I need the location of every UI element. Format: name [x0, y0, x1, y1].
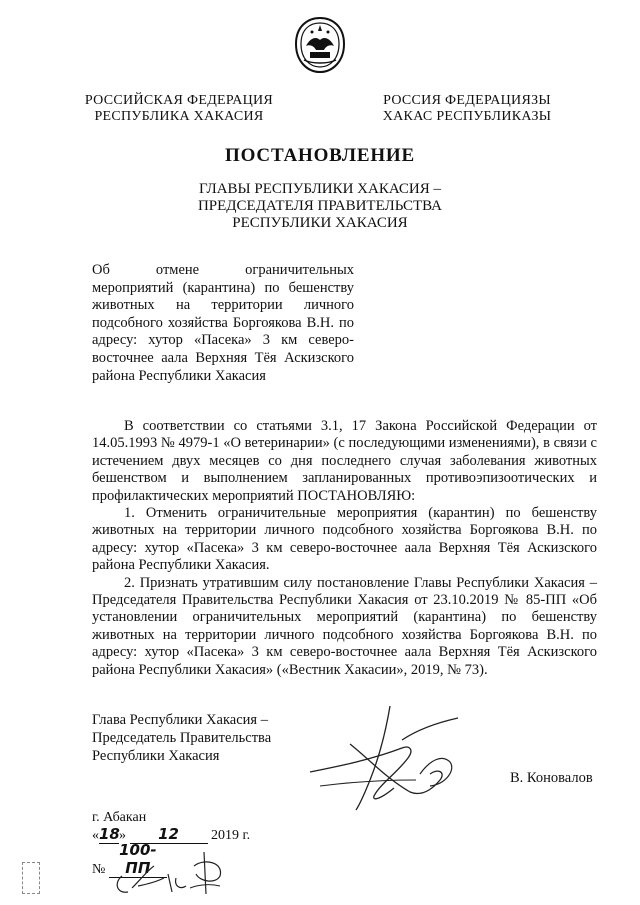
signatory-line1: Глава Республики Хакасия – — [92, 712, 268, 728]
signatory-line3: Республики Хакасия — [92, 748, 220, 764]
body-paragraph-1: В соответствии со статьями 3.1, 17 Закона Российской Федерации от 14.05.1993 № 4979-1 «О ветеринарии» (с последующими изменениями), в связи с истечением двух месяцев со дня последнего случая заболевания животных бешенством и выполнением запланированных противоэпизоотических и профилактических мероприятий ПОСТАНОВЛЯЮ: — [92, 418, 597, 504]
document-subtitle — [150, 181, 490, 232]
body-paragraph-3: 2. Признать утратившим силу постановление Главы Республики Хакасия – Председателя Правительства Республики Хакасия от 23.10.2019 № 85-ПП «Об установлении ограничительных мероприятий (карантина) по бешенству животных на территории личного подсобного хозяйства Боргоякова В.Н. по адресу: хутор «Пасека» 3 км северо-восточнее аала Верхняя Тёя Аскизского района Республики Хакасия» («Вестник Хакасии», 2019, № 73). — [92, 574, 597, 678]
subtitle-line2: ПРЕДСЕДАТЕЛЯ ПРАВИТЕЛЬСТВА — [197, 198, 443, 214]
handwritten-signature — [290, 700, 490, 820]
document-body — [92, 418, 597, 679]
header-left-line2: РЕСПУБЛИКА ХАКАСИЯ — [94, 109, 264, 124]
document-title: ПОСТАНОВЛЕНИЕ — [225, 145, 415, 166]
subtitle-line1: ГЛАВЫ РЕСПУБЛИКИ ХАКАСИЯ – — [198, 181, 442, 197]
coat-of-arms-emblem — [292, 16, 348, 74]
margin-stamp-mark — [22, 862, 40, 894]
number-prefix: № — [92, 862, 106, 877]
date-month: 12 — [130, 825, 208, 844]
date-open-quote: « — [92, 828, 99, 843]
date-day: 18 — [99, 825, 120, 843]
signatory-line2: Председатель Правительства — [92, 730, 272, 746]
date-year: 2019 г. — [211, 828, 251, 843]
header-right-line1: РОССИЯ ФЕДЕРАЦИЯЗЫ — [383, 93, 551, 108]
header-right-line2: ХАКАС РЕСПУБЛИКАЗЫ — [382, 109, 552, 124]
header-left — [84, 93, 274, 125]
number-value: 100-ПП — [109, 841, 167, 878]
body-paragraph-2: 1. Отменить ограничительные мероприятия (карантин) по бешенству животных на территории личного подсобного хозяйства Боргоякова В.Н. по адресу: хутор «Пасека» 3 км северо-восточнее аала Верхняя Тёя Аскизского района Республики Хакасия. — [92, 505, 597, 574]
signatory-title — [92, 711, 292, 765]
date-close-quote: » — [119, 828, 126, 843]
registration-initials — [108, 848, 248, 900]
subtitle-line3: РЕСПУБЛИКИ ХАКАСИЯ — [232, 215, 408, 231]
header-left-line1: РОССИЙСКАЯ ФЕДЕРАЦИЯ — [84, 93, 274, 108]
document-subject: Об отмене ограничительных мероприятий (карантина) по бешенству животных на территории личного подсобного хозяйства Боргоякова В.Н. по адресу: хутор «Пасека» 3 км северо-восточнее аала Верхняя Тёя Аскизского района Республики Хакасия — [92, 262, 354, 384]
signatory-name: В. Коновалов — [510, 770, 593, 786]
header-right — [372, 93, 562, 125]
place-of-issue: г. Абакан — [92, 810, 147, 825]
